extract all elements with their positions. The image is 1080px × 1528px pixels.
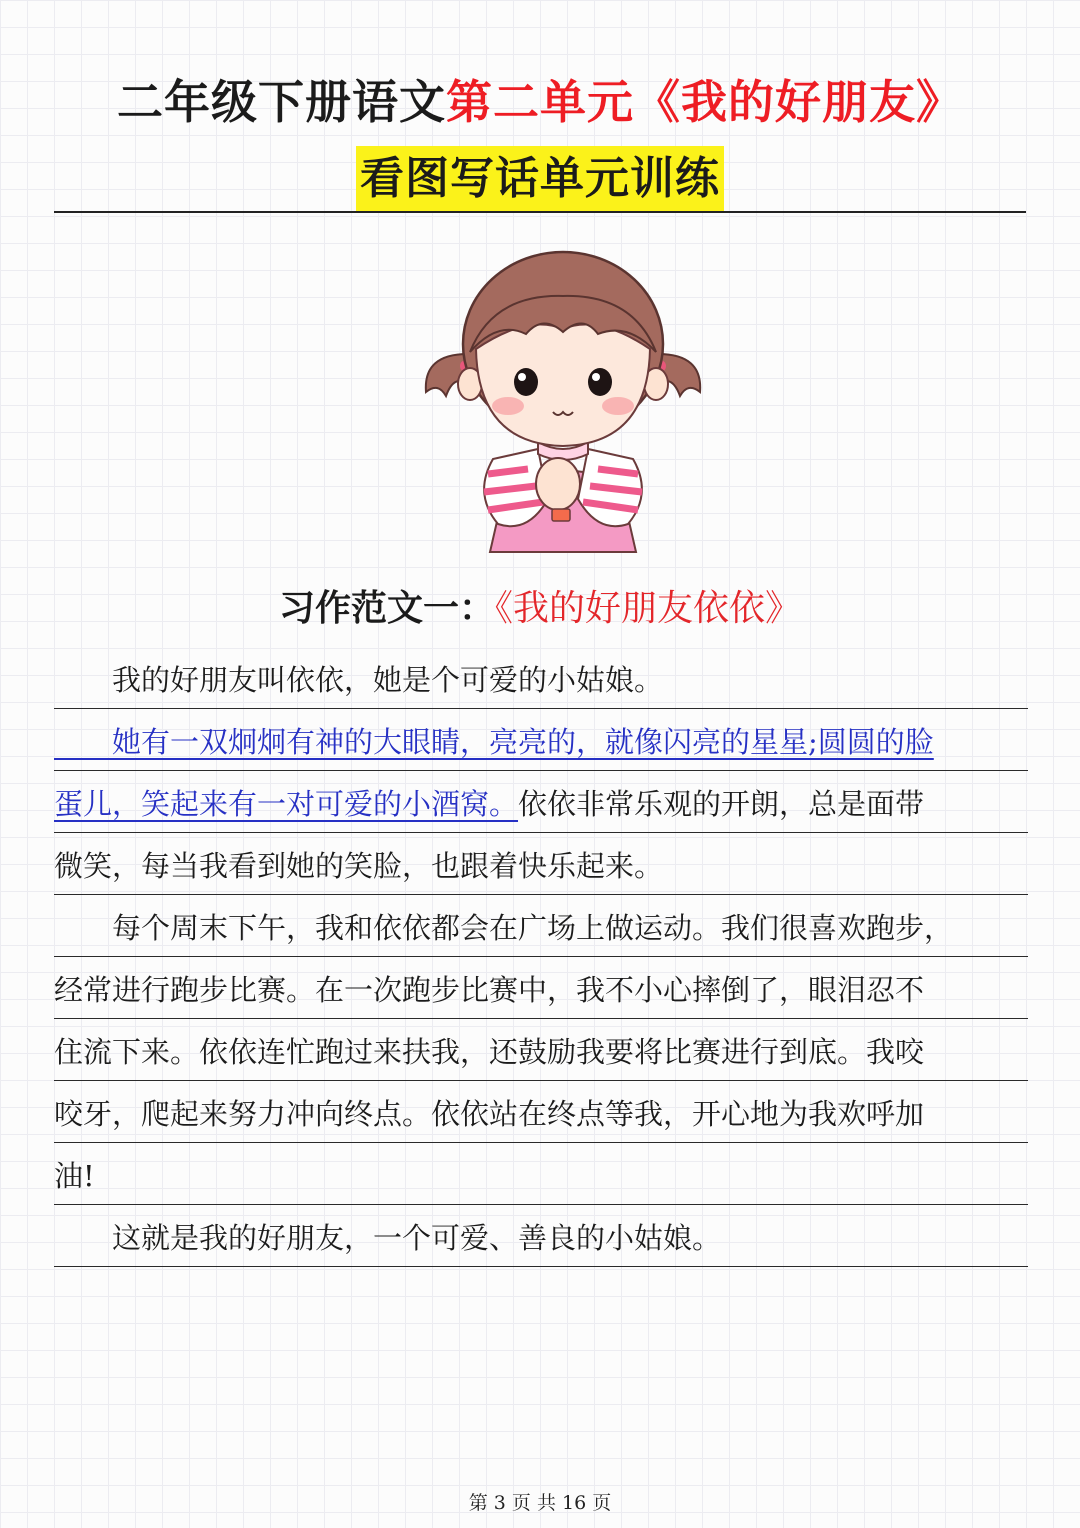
essay-line (54, 962, 1028, 1019)
title-unit-part: 第二单元《我的好朋友》 (446, 75, 963, 129)
essay-line-text: 我的好朋友叫依依，她是个可爱的小姑娘。 (54, 663, 664, 697)
essay-title: 《我的好朋友依依》 (495, 588, 802, 629)
essay-line-text: 经常进行跑步比赛。在一次跑步比赛中，我不小心摔倒了，眼泪忍不 (54, 973, 925, 1007)
essay-line (54, 900, 1028, 957)
header-divider (54, 211, 1026, 213)
document-title (0, 66, 1080, 132)
essay-line-text: 每个周末下午，我和依依都会在广场上做运动。我们很喜欢跑步， (54, 911, 954, 945)
essay-line-text: 油! (54, 1159, 95, 1193)
page-number: 第 3 页 共 16 页 (468, 1492, 612, 1514)
girl-illustration (398, 234, 728, 554)
essay-line-text: 咬牙，爬起来努力冲向终点。依依站在终点等我，开心地为我欢呼加 (54, 1097, 925, 1131)
essay-line (54, 838, 1028, 895)
essay-heading (0, 580, 1080, 631)
essay-line (54, 1210, 1028, 1267)
title-grade-part: 二年级下册语文 (117, 75, 446, 129)
essay-line-text: 这就是我的好朋友，一个可爱、善良的小姑娘。 (54, 1221, 722, 1255)
subtitle-wrap (0, 146, 1080, 212)
essay-line-highlight: 蛋儿，笑起来有一对可爱的小酒窝。 (54, 787, 519, 821)
essay-line-text: 依依非常乐观的开朗，总是面带 (518, 787, 925, 821)
essay-line (54, 714, 1028, 771)
document-subtitle: 看图写话单元训练 (356, 146, 724, 212)
essay-line (54, 1086, 1028, 1143)
essay-line-highlight: 她有一双炯炯有神的大眼睛，亮亮的，就像闪亮的星星;圆圆的脸 (54, 725, 934, 759)
essay-line (54, 1024, 1028, 1081)
essay-line-text: 微笑，每当我看到她的笑脸，也跟着快乐起来。 (54, 849, 664, 883)
essay-label: 习作范文一： (278, 587, 495, 629)
essay-line-text: 住流下来。依依连忙跑过来扶我，还鼓励我要将比赛进行到底。我咬 (54, 1035, 925, 1069)
essay-line (54, 776, 1028, 833)
essay-line (54, 1148, 1028, 1205)
essay-line (54, 652, 1028, 709)
